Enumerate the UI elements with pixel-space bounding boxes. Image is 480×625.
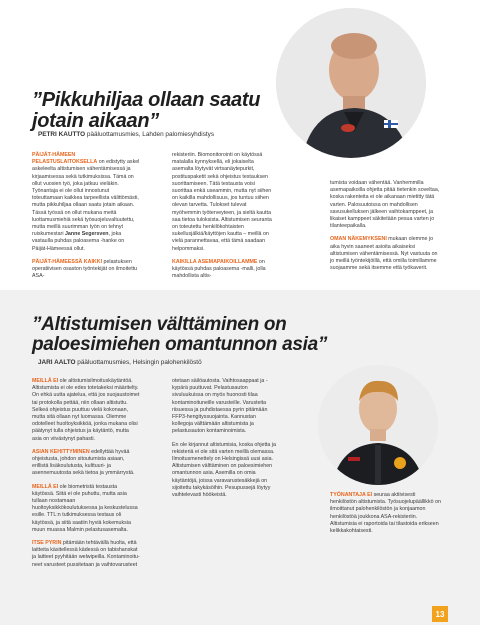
paragraph-text: pelastuksen operatiivisen osaston työntekijät on ilmoitettu ASA- xyxy=(32,258,138,280)
article-byline xyxy=(38,131,214,139)
article-column-2 xyxy=(172,152,274,286)
byline-role: pääluottamusmies, Lahden palomiesyhdistys xyxy=(85,131,215,138)
paragraph-text: seuraa aktiivisesti henkilöstön altistumista. Työsuojelupäällikkö on ilmoittanut palohenkilöstön ja konjaamon henkilöstöä joukkona ASA-rekisteriin. Altistumisia ei raportoida tai tilastoida erikseen kelikkakohtaisesti. xyxy=(330,492,441,535)
byline-name: PETRI KAUTTO xyxy=(38,131,86,138)
article-byline xyxy=(38,359,202,367)
paragraph-text: ole altistumisilmoituskäytäntöä. Altistumista ei ole edes totetakeksi määritelty. On ehkä uutta ajatelua, että jos suojaustoimet tai protokolla pettää, niin ollaan altistuttu. Selkeä ohjeistus puuttuu vielä kokonaan, mutta sitä ollaan nyt luomassa. Olemme odotelleet huoltoyksikköä, jonka mukana olisi päätynyt tulla ohjeistus ja käytäntö, mutta asia on viivästynyt pahasti. xyxy=(32,378,140,442)
portrait-photo-jari xyxy=(318,365,438,485)
article-column-3 xyxy=(330,492,442,541)
paragraph-text: edellyttää hyvää ohjeistusta, johdon sitoutumista asiaan, erillistä lisäkoulutusta, kulttuuri- ja asennemuutosta sekä tietoa ja ymmärrystä. xyxy=(32,448,135,477)
paragraph-text: mukaan olemme jo aika hyvin saaneet asioita aikaiseksi altistumisen vähentämisessä. Nyt vastuuta on jo meillä työntekijöillä, että omilla toimillamme suojaamme sekä itsemme että työkaverit. xyxy=(330,236,438,272)
paragraph-text: ole biometristä testausta käytössä. Siitä ei ole puhuttu, mutta asia tullaan nostamaan huoltoyksikkökoulutuksessa ja keskustelussa esille. TTL:n tutkimuksessa testaus oli käytössä, ja siitä saatiin hyviä kokemuksia muun muassa Malmin pelastusasemalta. xyxy=(32,483,138,533)
paragraph-text: rekisteriin. Biomonitorointi on käytössä matalalla kynnyksellä, eli jokaiselta asemalta löytyvät virtsanäytepurkit, postituspaketit sekä ohjeistus testauksen suorittamiseen. Tätä testausta voisi suorittaa enkä useammin, mutta nyt siihen on kaikilla mahdollisuus, jos tuntuu siihen olevan tarvetta. Tulokset tulevat myöhemmin työterveyteen, ja sieltä kautta saa tietoa tuloksista. Altistumisen seuranta on toteutettu henkilökohtaisten sukellusjälkiä/käyttöjen kautta – meillä on vielä parannettavaa, että tämä saadaan helpommaksi. xyxy=(172,152,272,252)
paragraph xyxy=(172,378,278,436)
paragraph-lead: PÄIJÄT-HÄMEEN PELASTUSLAITOKSELLA xyxy=(32,152,98,166)
article-column-3 xyxy=(330,180,442,278)
paragraph-text: tumista voidaan vähentää. Vanhemmilla asemapaikoilla ohjetta pitää tietenkin soveltaa, koska rakenteita ei ole aikanaan mietitty tätä varten. Palosuutoissa on mahdollisen savusukelluksen jälkeen vaihtokamppeet, ja likaiset kamppeet säkitetään pesua varten jo tilanteepaikalla. xyxy=(330,180,440,230)
paragraph xyxy=(330,180,442,230)
paragraph-lead: PÄIJÄT-HÄMEESSÄ KAIKKI xyxy=(32,258,103,265)
byline-role: pääluottamusmies, Helsingin palohenkilöstö xyxy=(75,359,202,366)
article-headline: ”Altistumisen välttäminen on paloesimiehen omantunnon asia” xyxy=(32,314,328,355)
paragraph xyxy=(172,259,274,281)
paragraph-lead: OMAN NÄKEMYKSENI xyxy=(330,236,387,243)
paragraph-bold-name: Janne Segersven xyxy=(64,231,109,238)
paragraph-text: , joka vastaulla puhdas paloasema -hanke on Päijät-Hämeessä ollut. xyxy=(32,231,125,252)
paragraph-text: on käytössä puhdas paloasema -malli, jolla mahdollista altis- xyxy=(172,258,266,280)
paragraph-text: pitämään tehtävällä huolta, että laitteita käsitellessä kädessä on tabishanskat ja laitteet pyyhitään welwipeilla. Kontaminoitu-neet varusteet pussitetaan ja vaihtovarusteet xyxy=(32,540,140,568)
paragraph-lead: ITSE PYRIN xyxy=(32,540,62,547)
paragraph xyxy=(32,152,140,253)
portrait-photo-petri xyxy=(276,8,426,158)
paragraph xyxy=(32,540,140,569)
article-column-2 xyxy=(172,378,278,505)
paragraph-lead: MEILLÄ EI xyxy=(32,483,59,490)
paragraph-lead: TYÖNANTAJA EI xyxy=(330,492,373,498)
paragraph-text: otetaan säilöautosta. Vaihtosaappaat ja -kypärä puuttuvat. Pelastusauton sivuluukuissa on myös huonosti tilaa kontaminoituneille varusteille. Varusteita riisuessa ja puhdistaessa pyrin pitämään FFP3-hengityssuojainta. Kannustan kollegoja välttämään altistumista ja pelastusauton kontaminoimista. xyxy=(172,378,268,435)
paragraph xyxy=(32,449,140,478)
paragraph xyxy=(330,492,442,535)
paragraph xyxy=(32,259,140,281)
paragraph-text: En ole kirjannut altistumisia, koska ohjetta ja rekisteriä ei ole sitä varten meillä olemassa. Ilmoitusmenettely on Helsingissä uusi asia. Altistumisen välttäminen on paloesimiehen omantunnon asia. Asemilla on omia käytäntöjä, joissa varavarustesäkkejä on sijoitettu takykäsöihin. Pesupussejä löytyy vaihtelevasti höökeistä. xyxy=(172,441,276,499)
paragraph xyxy=(172,442,278,500)
paragraph-text: on edistytty askel askeleelta altistumisen vähentämisessä ja kirjaamisessa sekä tutkimuksissa. Tämä on ollut vuosien työ, joka jatkuu vieläkin. Työnantaja ei ole ollut innostunut toteuttamaan kaikkea tarpeellista välittömästi, mutta pikkuhiljaa ollaan saatu jotain aikaan. Tässä työssä on ollut mukana meitä luottamusmiehiä sekä työsuojeluvaltuutettu, mutta meillä suurimman työn on tehnyt ruiskumestari xyxy=(32,159,140,238)
page-number-badge: 13 xyxy=(432,606,448,622)
paragraph xyxy=(330,236,442,272)
paragraph-lead: MEILLÄ EI xyxy=(32,378,59,384)
paragraph xyxy=(32,484,140,534)
article-column-1 xyxy=(32,378,140,575)
article-column-1 xyxy=(32,152,140,286)
byline-name: JARI AALTO xyxy=(38,359,76,366)
paragraph-lead: ASIAN KEHITTYMINEN xyxy=(32,448,90,455)
paragraph xyxy=(32,378,140,443)
paragraph xyxy=(172,152,274,253)
paragraph-lead: KAIKILLA ASEMAPAIKOILLAMME xyxy=(172,258,258,265)
article-headline: ”Pikkuhiljaa ollaan saatu jotain aikaan” xyxy=(32,89,261,132)
